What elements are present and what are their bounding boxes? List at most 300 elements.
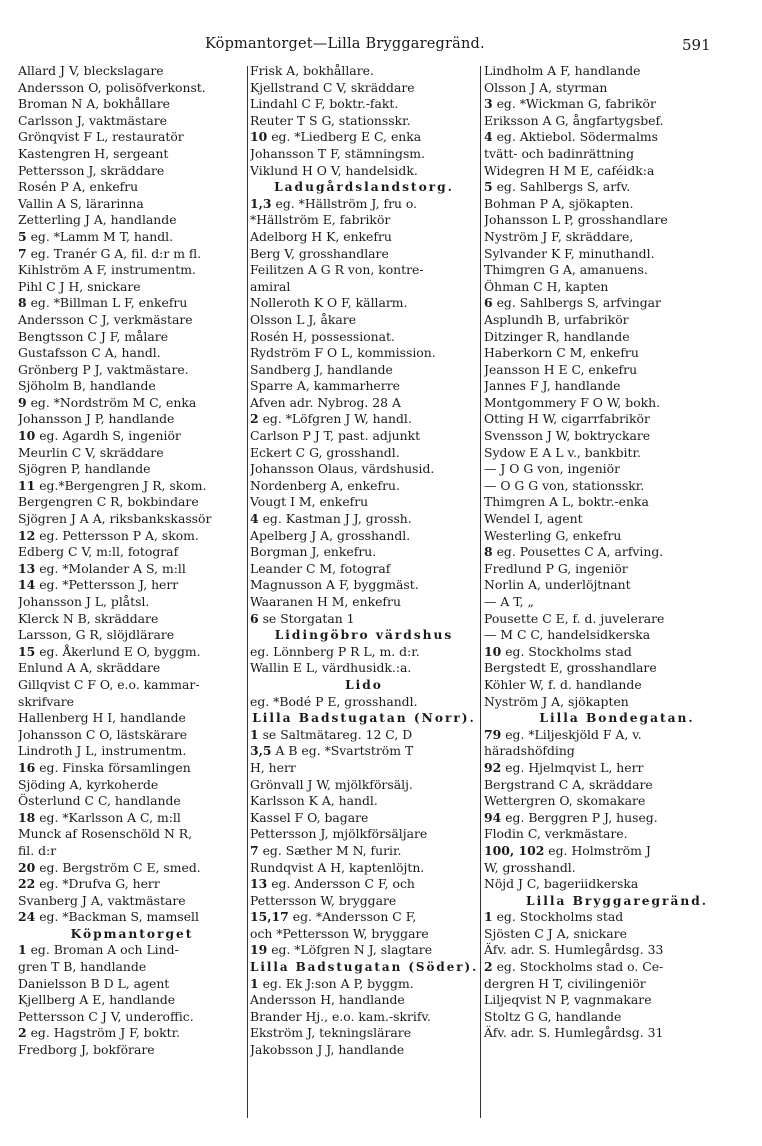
entry-text: — J O G von, ingeniör <box>484 461 621 477</box>
directory-entry <box>250 411 478 428</box>
house-number: 10 <box>18 428 36 444</box>
entry-text: Ditzinger R, handlande <box>484 328 630 344</box>
entry-text: Borgman J, enkefru. <box>250 544 377 560</box>
entry-text: Sparre A, kammarherre <box>250 378 400 394</box>
directory-entry <box>250 478 478 495</box>
directory-entry <box>18 743 246 760</box>
directory-entry <box>250 163 478 180</box>
entry-text: eg. Aktiebol. Södermalms <box>492 129 659 145</box>
street-heading <box>250 959 478 976</box>
street-name: Lilla Bondegatan. <box>539 711 695 726</box>
entry-text: Vallin A S, lärarinna <box>18 195 144 211</box>
entry-text: *Hällström E, fabrikör <box>250 212 391 228</box>
directory-entry <box>484 942 750 959</box>
directory-entry <box>18 494 246 511</box>
directory-entry <box>484 660 750 677</box>
entry-text: Sjöding A, kyrkoherde <box>18 776 159 792</box>
directory-entry <box>18 80 246 97</box>
house-number: 1,3 <box>250 195 272 211</box>
street-heading <box>484 710 750 727</box>
entry-text: eg. Stockholms stad <box>501 643 632 659</box>
entry-text: eg. Finska församlingen <box>35 759 191 775</box>
column-divider <box>480 66 481 1118</box>
directory-entry <box>250 843 478 860</box>
directory-entry <box>18 577 246 594</box>
directory-entry <box>484 1025 750 1042</box>
entry-text: Sjöholm B, handlande <box>18 378 156 394</box>
house-number: 1 <box>484 909 493 925</box>
directory-entry <box>18 644 246 661</box>
house-number: 4 <box>484 129 493 145</box>
directory-entry <box>250 80 478 97</box>
directory-entry <box>484 992 750 1009</box>
directory-entry <box>484 777 750 794</box>
directory-entry <box>18 411 246 428</box>
entry-text: Äfv. adr. S. Humlegårdsg. 31 <box>484 1025 664 1041</box>
directory-entry <box>18 146 246 163</box>
entry-text: Fredborg J, bokförare <box>18 1042 155 1058</box>
directory-entry <box>18 511 246 528</box>
house-number: 16 <box>18 759 36 775</box>
directory-entry <box>18 777 246 794</box>
street-name: Köpmantorget <box>70 926 194 941</box>
entry-text: eg. *Pettersson J, herr <box>35 577 179 593</box>
directory-entry <box>484 677 750 694</box>
entry-text: eg. Broman A och Lind- <box>26 942 179 958</box>
entry-text: eg. *Backman S, mamsell <box>35 909 199 925</box>
directory-entry <box>18 710 246 727</box>
directory-entry <box>250 1025 478 1042</box>
directory-entry <box>18 262 246 279</box>
street-heading <box>250 627 478 644</box>
directory-entry <box>250 1009 478 1026</box>
directory-entry <box>250 760 478 777</box>
directory-entry <box>250 511 478 528</box>
entry-text: Zetterling J A, handlande <box>18 212 177 228</box>
entry-text: Meurlin C V, skräddare <box>18 444 164 460</box>
directory-entry <box>250 893 478 910</box>
entry-text: Munck af Rosenschöld N R, <box>18 826 193 842</box>
directory-entry <box>18 843 246 860</box>
directory-entry <box>18 329 246 346</box>
entry-text: Sydow E A L v., bankbitr. <box>484 444 641 460</box>
directory-entry <box>18 893 246 910</box>
entry-text: eg. Hagström J F, boktr. <box>26 1025 181 1041</box>
directory-entry <box>250 860 478 877</box>
directory-entry <box>18 179 246 196</box>
entry-text: Klerck N B, skräddare <box>18 610 159 626</box>
entry-text: Olsson J A, styrman <box>484 79 608 95</box>
directory-entry <box>250 113 478 130</box>
entry-text: Bohman P A, sjökapten. <box>484 195 634 211</box>
entry-text: Gillqvist C F O, e.o. kammar- <box>18 676 200 692</box>
house-number: 1 <box>18 942 27 958</box>
entry-text: Äfv. adr. S. Humlegårdsg. 33 <box>484 942 664 958</box>
entry-text: eg. Berggren P J, huseg. <box>501 809 658 825</box>
entry-text: Frisk A, bokhållare. <box>250 63 374 78</box>
directory-entry <box>18 478 246 495</box>
entry-text: Reuter T S G, stationsskr. <box>250 112 411 128</box>
entry-text: Andersson O, polisöfverkonst. <box>18 79 206 95</box>
house-number: 6 <box>250 610 259 626</box>
house-number: 15,17 <box>250 909 289 925</box>
directory-entry <box>18 428 246 445</box>
directory-entry <box>484 146 750 163</box>
directory-entry <box>250 312 478 329</box>
entry-text: Grönqvist F L, restauratör <box>18 129 184 145</box>
directory-entry <box>250 727 478 744</box>
directory-entry <box>250 793 478 810</box>
entry-text: eg. Andersson C F, och <box>267 876 415 892</box>
directory-entry <box>18 677 246 694</box>
entry-text: eg. *Molander A S, m:ll <box>35 560 186 576</box>
directory-entry <box>484 644 750 661</box>
entry-text: eg. *Wickman G, fabrikör <box>492 96 656 112</box>
directory-entry <box>18 113 246 130</box>
directory-entry <box>18 694 246 711</box>
entry-text: eg. Holmström J <box>544 842 651 858</box>
directory-entry <box>484 80 750 97</box>
entry-text: — O G G von, stationsskr. <box>484 477 645 493</box>
entry-text: Bergstedt E, grosshandlare <box>484 660 657 676</box>
directory-entry <box>250 644 478 661</box>
directory-entry <box>250 976 478 993</box>
directory-entry <box>250 129 478 146</box>
entry-text: eg. *Bodé P E, grosshandl. <box>250 693 418 709</box>
column-2 <box>250 63 478 1123</box>
directory-entry <box>484 96 750 113</box>
entry-text: Johansson L P, grosshandlare <box>484 212 668 228</box>
page-header <box>0 36 762 58</box>
directory-entry <box>18 163 246 180</box>
directory-entry <box>250 445 478 462</box>
entry-text: Olsson L J, åkare <box>250 311 357 327</box>
directory-entry <box>18 1009 246 1026</box>
entry-text: Sandberg J, handlande <box>250 361 393 377</box>
entry-text: Johansson Olaus, värdshusid. <box>250 461 435 477</box>
directory-entry <box>18 992 246 1009</box>
entry-text: Montgommery F O W, bokh. <box>484 394 661 410</box>
street-heading <box>18 926 246 943</box>
directory-entry <box>484 611 750 628</box>
house-number: 6 <box>484 295 493 311</box>
entry-text: Leander C M, fotograf <box>250 560 391 576</box>
column-3 <box>484 63 750 1123</box>
entry-text: eg. *Löfgren J W, handl. <box>258 411 412 427</box>
directory-entry <box>484 1009 750 1026</box>
entry-text: Rosén P A, enkefru <box>18 179 139 195</box>
house-number: 13 <box>18 560 36 576</box>
entry-text: Karlsson K A, handl. <box>250 793 378 809</box>
entry-text: eg. Agardh S, ingeniör <box>35 428 181 444</box>
entry-text: Kjellstrand C V, skräddare <box>250 79 415 95</box>
house-number: 100, 102 <box>484 842 545 858</box>
directory-entry <box>18 594 246 611</box>
entry-text: Apelberg J A, grosshandl. <box>250 527 411 543</box>
house-number: 14 <box>18 577 36 593</box>
entry-text: Jannes F J, handlande <box>484 378 621 394</box>
directory-entry <box>250 262 478 279</box>
directory-entry <box>250 246 478 263</box>
entry-text: Larsson, G R, slöjdlärare <box>18 627 175 643</box>
entry-text: Berg V, grosshandlare <box>250 245 389 261</box>
house-number: 7 <box>18 245 27 261</box>
entry-text: eg. *Löfgren N J, slagtare <box>267 942 433 958</box>
directory-entry <box>18 793 246 810</box>
entry-text: Andersson H, handlande <box>250 992 405 1008</box>
entry-text: A B eg. *Svartström T <box>271 743 414 759</box>
house-number: 79 <box>484 726 502 742</box>
house-number: 1 <box>250 726 259 742</box>
street-name: Lilla Bryggaregränd. <box>526 893 708 908</box>
directory-entry <box>250 909 478 926</box>
entry-text: Öhman C H, kapten <box>484 278 609 294</box>
entry-text: H, herr <box>250 759 296 775</box>
directory-entry <box>18 445 246 462</box>
directory-entry <box>250 577 478 594</box>
directory-entry <box>484 212 750 229</box>
directory-entry <box>484 329 750 346</box>
directory-entry <box>250 395 478 412</box>
directory-entry <box>484 627 750 644</box>
entry-text: och *Pettersson W, bryggare <box>250 925 429 941</box>
column-divider <box>247 66 248 1118</box>
entry-text: eg. Pousettes C A, arfving. <box>492 544 664 560</box>
entry-text: Andersson C J, verkmästare <box>18 311 193 327</box>
entry-text: Jeansson H E C, enkefru <box>484 361 638 377</box>
entry-text: se Saltmätareg. 12 C, D <box>258 726 413 742</box>
directory-entry <box>484 295 750 312</box>
entry-text: eg. Tranér G A, fil. d:r m fl. <box>26 245 202 261</box>
directory-entry <box>250 196 478 213</box>
directory-entry <box>18 544 246 561</box>
directory-entry <box>484 63 750 80</box>
directory-entry <box>484 976 750 993</box>
house-number: 12 <box>18 527 36 543</box>
entry-text: Rosén H, possessionat. <box>250 328 395 344</box>
house-number: 7 <box>250 842 259 858</box>
directory-entry <box>250 611 478 628</box>
house-number: 3,5 <box>250 743 272 759</box>
directory-entry <box>484 743 750 760</box>
directory-entry <box>484 461 750 478</box>
directory-entry <box>18 909 246 926</box>
entry-text: Pettersson C J V, underoffic. <box>18 1008 194 1024</box>
entry-text: Brander Hj., e.o. kam.-skrifv. <box>250 1008 431 1024</box>
directory-entry <box>484 926 750 943</box>
entry-text: eg. Bergström C E, smed. <box>35 859 201 875</box>
directory-entry <box>18 876 246 893</box>
directory-entry <box>18 229 246 246</box>
entry-text: Lindahl C F, boktr.-fakt. <box>250 96 399 112</box>
street-name: Lido <box>345 677 383 692</box>
house-number: 5 <box>18 228 27 244</box>
entry-text: dergren H T, civilingeniör <box>484 975 646 991</box>
entry-text: eg. Sæther M N, furir. <box>258 842 402 858</box>
house-number: 15 <box>18 643 36 659</box>
entry-text: Carlson P J T, past. adjunkt <box>250 428 421 444</box>
directory-entry <box>18 860 246 877</box>
house-number: 20 <box>18 859 36 875</box>
entry-text: Eckert C G, grosshandl. <box>250 444 400 460</box>
directory-entry <box>18 627 246 644</box>
directory-entry <box>250 63 478 80</box>
house-number: 8 <box>484 544 493 560</box>
directory-entry <box>484 262 750 279</box>
entry-text: Wallin E L, värdhusidk.:a. <box>250 660 412 676</box>
house-number: 9 <box>18 394 27 410</box>
house-number: 13 <box>250 876 268 892</box>
entry-text: Sylvander K F, minuthandl. <box>484 245 655 261</box>
entry-text: Eriksson A G, ångfartygsbef. <box>484 112 664 128</box>
entry-text: Johansson J P, handlande <box>18 411 175 427</box>
entry-text: Pettersson J, skräddare <box>18 162 165 178</box>
entry-text: Sjögren P, handlande <box>18 461 151 477</box>
entry-text: Widegren H M E, caféidk:a <box>484 162 655 178</box>
entry-text: — M C C, handelsidkerska <box>484 627 651 643</box>
directory-entry <box>484 395 750 412</box>
directory-entry <box>484 810 750 827</box>
entry-text: Bergengren C R, bokbindare <box>18 494 199 510</box>
entry-text: skrifvare <box>18 693 74 709</box>
entry-text: Waaranen H M, enkefru <box>250 594 401 609</box>
directory-entry <box>484 793 750 810</box>
directory-entry <box>18 345 246 362</box>
entry-text: Carlsson J, vaktmästare <box>18 112 167 128</box>
directory-entry <box>484 760 750 777</box>
entry-text: eg. Hjelmqvist L, herr <box>501 759 644 775</box>
directory-entry <box>250 561 478 578</box>
entry-text: Pousette C E, f. d. juvelerare <box>484 610 665 626</box>
entry-text: Nolleroth K O F, källarm. <box>250 295 408 311</box>
house-number: 3 <box>484 96 493 112</box>
directory-entry <box>484 196 750 213</box>
house-number: 2 <box>18 1025 27 1041</box>
directory-entry <box>18 295 246 312</box>
entry-text: eg. Kastman J J, grossh. <box>258 511 412 527</box>
directory-entry <box>18 129 246 146</box>
entry-text: Flodin C, verkmästare. <box>484 826 628 842</box>
directory-entry <box>250 345 478 362</box>
entry-text: Sjösten C J A, snickare <box>484 925 627 941</box>
entry-text: Thimgren A L, boktr.-enka <box>484 494 649 510</box>
directory-entry <box>18 959 246 976</box>
directory-entry <box>484 229 750 246</box>
entry-text: eg. Stockholms stad <box>492 909 624 925</box>
entry-text: gren T B, handlande <box>18 959 147 975</box>
entry-text: Lindroth J L, instrumentm. <box>18 743 187 759</box>
directory-entry <box>18 246 246 263</box>
entry-text: Jakobsson J J, handlande <box>250 1042 405 1058</box>
directory-entry <box>484 843 750 860</box>
entry-text: Svanberg J A, vaktmästare <box>18 892 186 908</box>
entry-text: Johansson J L, plåtsl. <box>18 594 150 609</box>
entry-text: Broman N A, bokhållare <box>18 96 170 112</box>
directory-entry <box>484 577 750 594</box>
entry-text: Nordenberg A, enkefru. <box>250 477 400 493</box>
directory-entry <box>484 378 750 395</box>
entry-text: Otting H W, cigarrfabrikör <box>484 411 650 427</box>
directory-entry <box>250 461 478 478</box>
entry-text: eg. *Liedberg E C, enka <box>267 129 422 145</box>
entry-text: eg. Lönnberg P R L, m. d:r. <box>250 643 420 659</box>
directory-entry <box>484 727 750 744</box>
entry-text: Feilitzen A G R von, kontre- <box>250 262 424 278</box>
entry-text: eg. *Nordström M C, enka <box>26 394 197 410</box>
directory-entry <box>250 329 478 346</box>
house-number: 94 <box>484 809 502 825</box>
directory-entry <box>484 411 750 428</box>
directory-entry <box>18 528 246 545</box>
directory-entry <box>484 826 750 843</box>
entry-text: Johansson T F, stämningsm. <box>250 145 425 161</box>
directory-entry <box>18 395 246 412</box>
entry-text: eg. *Lamm M T, handl. <box>26 228 174 244</box>
entry-text: Viklund H O V, handelsidk. <box>250 162 418 178</box>
entry-text: Haberkorn C M, enkefru <box>484 345 639 361</box>
directory-entry <box>250 594 478 611</box>
directory-entry <box>484 694 750 711</box>
house-number: 22 <box>18 876 36 892</box>
directory-entry <box>250 826 478 843</box>
house-number: 1 <box>250 975 259 991</box>
entry-text: Rydström F O L, kommission. <box>250 345 436 361</box>
directory-entry <box>484 528 750 545</box>
directory-entry <box>18 196 246 213</box>
entry-text: Kassel F O, bagare <box>250 809 369 825</box>
entry-text: eg. *Drufva G, herr <box>35 876 160 892</box>
directory-entry <box>484 860 750 877</box>
directory-entry <box>250 810 478 827</box>
directory-entry <box>18 96 246 113</box>
entry-text: Köhler W, f. d. handlande <box>484 676 642 692</box>
directory-entry <box>18 976 246 993</box>
entry-text: Edberg C V, m:ll, fotograf <box>18 544 179 560</box>
directory-entry <box>250 544 478 561</box>
directory-entry <box>250 743 478 760</box>
directory-entry <box>484 544 750 561</box>
entry-text: eg. *Liljeskjöld F A, v. <box>501 726 642 742</box>
directory-entry <box>250 926 478 943</box>
directory-entry <box>484 279 750 296</box>
directory-entry <box>484 179 750 196</box>
entry-text: eg. Åkerlund E O, byggm. <box>35 643 201 659</box>
entry-text: eg. Sahlbergs S, arfvingar <box>492 295 661 311</box>
entry-text: eg. Stockholms stad o. Ce- <box>492 959 664 975</box>
directory-entry <box>250 229 478 246</box>
street-name: Lilla Badstugatan (Söder). <box>250 960 478 975</box>
directory-entry <box>484 909 750 926</box>
street-name: Lilla Badstugatan (Norr). <box>252 711 476 726</box>
entry-text: Adelborg H K, enkefru <box>250 228 392 244</box>
directory-entry <box>250 694 478 711</box>
directory-entry <box>18 727 246 744</box>
directory-entry <box>250 992 478 1009</box>
entry-text: Österlund C C, handlande <box>18 793 181 809</box>
page-title: Köpmantorget—Lilla Bryggaregränd. <box>205 36 485 52</box>
entry-text: amiral <box>250 278 291 294</box>
column-1 <box>18 63 246 1123</box>
entry-text: Nöjd J C, bageriidkerska <box>484 876 639 892</box>
directory-entry <box>484 594 750 611</box>
entry-text: Fredlund P G, ingeniör <box>484 560 628 576</box>
directory-entry <box>250 1042 478 1059</box>
entry-text: se Storgatan 1 <box>258 610 355 626</box>
directory-entry <box>18 942 246 959</box>
entry-text: Vougt I M, enkefru <box>250 494 369 510</box>
directory-entry <box>484 478 750 495</box>
directory-entry <box>484 445 750 462</box>
